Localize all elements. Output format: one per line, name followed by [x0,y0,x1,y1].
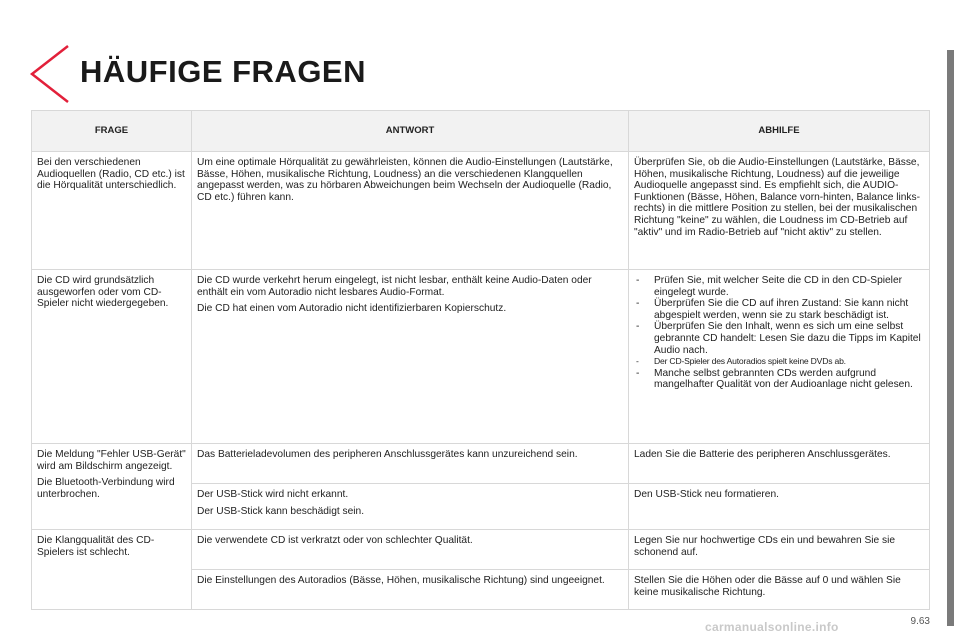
answer-text: Der USB-Stick kann beschädigt sein. [197,505,365,517]
answer-cell: Um eine optimale Hörqualität zu gewährleisten, können die Audio-Einstellungen (Lautstärke, Bässe, Höhen, musikalische Richtung, Loudness) an die verschiedenen Klangquellen angepasst werden, was zu hörbaren Abweichungen beim Wechseln der Audioquelle (Radio, CD etc.) führen kann. [192,152,629,270]
answer-cell: Das Batterieladevolumen des peripheren Anschlussgerätes kann unzureichend sein. [192,444,629,484]
corner-decoration-icon [28,44,88,104]
question-cell: Bei den verschiedenen Audioquellen (Radio, CD etc.) ist die Hörqualität unterschiedlich. [32,152,192,270]
header-abhilfe: ABHILFE [629,111,930,152]
remedy-cell: Überprüfen Sie, ob die Audio-Einstellungen (Lautstärke, Bässe, Höhen, musikalische Richtung, Loudness) auf die jeweilige Audioquelle angepasst sind. Es empfiehlt sich, die AUDIO-Funktionen (Bässe, Höhen, Balance vorn-hinten, Balance links-rechts) in die mittlere Position zu stellen, bei der musikalischen Richtung "keine" zu wählen, die Loudness im CD-Betrieb auf "aktiv" und im Radio-Betrieb auf "nicht aktiv" zu stellen. [629,152,930,270]
list-item: - Prüfen Sie, mit welcher Seite die CD in den CD-Spieler eingelegt wurde. [634,275,925,298]
remedy-cell: Den USB-Stick neu formatieren. [629,484,930,530]
list-item: - Manche selbst gebrannten CDs werden aufgrund mangelhafter Qualität von der Audioanlage nicht gelesen. [634,368,925,391]
table-row [32,444,930,484]
question-text: Die Meldung "Fehler USB-Gerät" wird am Bildschirm angezeigt. [37,449,186,472]
remedy-cell: Laden Sie die Batterie des peripheren Anschlussgerätes. [629,444,930,484]
table-header-row [32,111,930,152]
answer-text: Die CD hat einen vom Autoradio nicht identifizierbaren Kopierschutz. [197,303,507,315]
answer-text: Die CD wurde verkehrt herum eingelegt, ist nicht lesbar, enthält keine Audio-Daten oder enthält ein vom Autoradio nicht lesbares Audio-Format. [197,275,592,298]
list-item: - Der CD-Spieler des Autoradios spielt keine DVDs ab. [634,356,925,368]
question-text: Die Bluetooth-Verbindung wird unterbrochen. [37,477,175,500]
table-row [32,152,930,270]
question-cell [32,444,192,530]
list-item: - Überprüfen Sie die CD auf ihren Zustand: Sie kann nicht abgespielt werden, wenn sie zu stark beschädigt ist. [634,298,925,321]
answer-cell: Die verwendete CD ist verkratzt oder von schlechter Qualität. [192,530,629,570]
remedy-cell [629,270,930,444]
remedy-cell: Legen Sie nur hochwertige CDs ein und bewahren Sie sie schonend auf. [629,530,930,570]
header-frage: FRAGE [32,111,192,152]
watermark: carmanualsonline.info [705,620,839,634]
answer-cell [192,270,629,444]
page-title: HÄUFIGE FRAGEN [80,54,366,89]
question-cell: Die Klangqualität des CD-Spielers ist schlecht. [32,530,192,610]
answer-text: Der USB-Stick wird nicht erkannt. [197,489,349,500]
side-tab-bar [947,50,954,626]
remedy-list [634,275,925,391]
faq-table [31,110,930,610]
remedy-cell: Stellen Sie die Höhen oder die Bässe auf 0 und wählen Sie keine musikalische Richtung. [629,570,930,610]
list-item: - Überprüfen Sie den Inhalt, wenn es sich um eine selbst gebrannte CD handelt: Lesen Sie dazu die Tipps im Kapitel Audio nach. [634,321,925,356]
table-row [32,530,930,570]
answer-cell [192,484,629,530]
table-row [32,270,930,444]
header-antwort: ANTWORT [192,111,629,152]
answer-cell: Die Einstellungen des Autoradios (Bässe, Höhen, musikalische Richtung) sind ungeeignet. [192,570,629,610]
question-cell: Die CD wird grundsätzlich ausgeworfen oder vom CD-Spieler nicht wiedergegeben. [32,270,192,444]
page-number: 9.63 [910,616,930,627]
